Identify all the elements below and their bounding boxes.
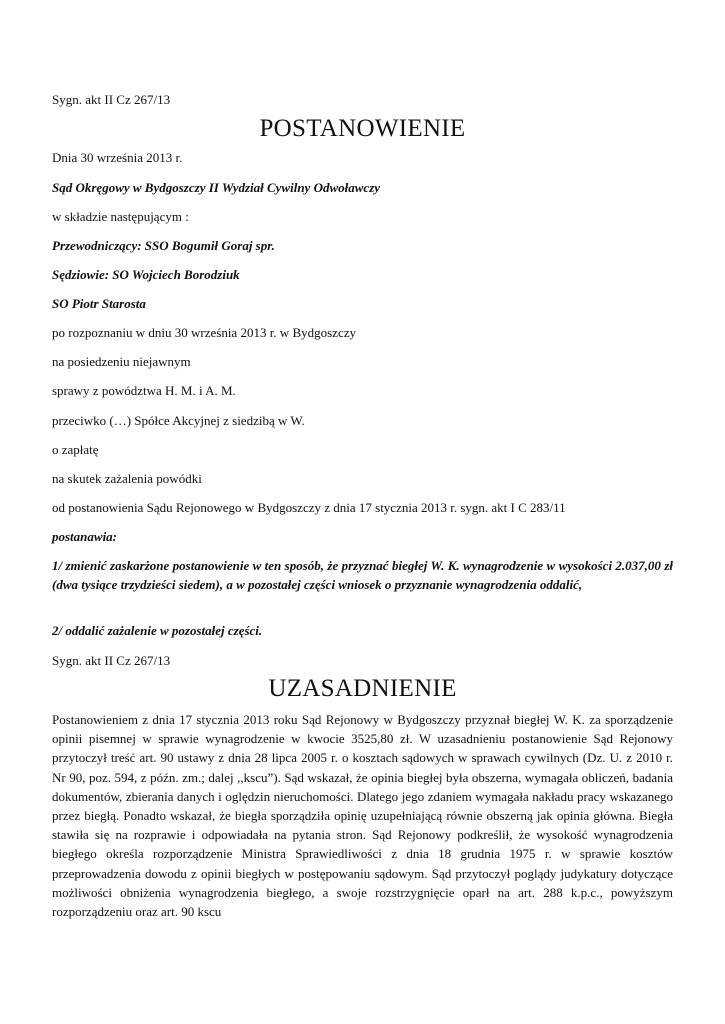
appealed-ruling: od postanowienia Sądu Rejonowego w Bydgoszczy z dnia 17 stycznia 2013 r. sygn. akt I C 283/11 bbox=[52, 500, 566, 515]
hearing-info: po rozpoznaniu w dniu 30 września 2013 r. w Bydgoszczy bbox=[52, 325, 356, 340]
case-subject: o zapłatę bbox=[52, 442, 99, 457]
complaint-basis: na skutek zażalenia powódki bbox=[52, 471, 202, 486]
decision-point-1: 1/ zmienić zaskarżone postanowienie w ten sposób, że przyznać biegłej W. K. wynagrodzenie w wysokości 2.037,00 zł (dwa tysiące trzydzieści siedem), a w pozostałej części wniosek o przyznanie wynagrodzenia oddalić, bbox=[52, 558, 673, 592]
case-signature-bottom: Sygn. akt II Cz 267/13 bbox=[52, 653, 171, 668]
decision-label: postanawia: bbox=[52, 529, 118, 544]
document-title: POSTANOWIENIE bbox=[259, 115, 466, 142]
case-signature-top: Sygn. akt II Cz 267/13 bbox=[52, 92, 171, 107]
presiding-judge: Przewodniczący: SSO Bogumił Goraj spr. bbox=[52, 238, 275, 253]
ruling-date: Dnia 30 września 2013 r. bbox=[52, 150, 183, 165]
composition-intro: w składzie następującym : bbox=[52, 209, 189, 224]
judges-line: Sędziowie: SO Wojciech Borodziuk bbox=[52, 267, 240, 282]
defendant: przeciwko (…) Spółce Akcyjnej z siedzibą w W. bbox=[52, 413, 305, 428]
case-parties: sprawy z powództwa H. M. i A. M. bbox=[52, 383, 236, 398]
session-type: na posiedzeniu niejawnym bbox=[52, 354, 191, 369]
second-judge: SO Piotr Starosta bbox=[52, 296, 146, 311]
document-page bbox=[52, 0, 673, 1024]
court-name: Sąd Okręgowy w Bydgoszczy II Wydział Cywilny Odwoławczy bbox=[52, 180, 381, 195]
justification-title: UZASADNIENIE bbox=[268, 675, 457, 702]
justification-body: Postanowieniem z dnia 17 stycznia 2013 roku Sąd Rejonowy w Bydgoszczy przyznał biegłej W. K. za sporządzenie opinii pisemnej w sprawie wynagrodzenie w kwocie 3525,80 zł. W uzasadnieniu postanowienie Sąd Rejonowy przytoczył treść art. 90 ustawy z dnia 28 lipca 2005 r. o kosztach sądowych w sprawach cywilnych (Dz. U. z 2010 r. Nr 90, poz. 594, z późn. zm.; dalej ,,kscu”). Sąd wskazał, że opinia biegłej była obszerna, wymagała obliczeń, badania dokumentów, zbierania danych i oględzin nieruchomości. Dlatego jego zdaniem wymagała nakładu pracy wskazanego przez biegłą. Ponadto wskazał, że biegła sporządziła opinię uzupełniającą równie obszerną jak opinia główna. Biegła stawiła się na rozprawie i odpowiadała na pytania stron. Sąd Rejonowy podkreślił, że wysokość wynagrodzenia biegłego określa rozporządzenie Ministra Sprawiedliwości z dnia 18 grudnia 1975 r. w sprawie kosztów przeprowadzenia dowodu z opinii biegłych w postępowaniu sądowym. Sąd przytoczył poglądy judykatury dotyczące możliwości obniżenia wynagrodzenia biegłego, a swoje rozstrzygnięcie oparł na art. 288 k.p.c., powyższym rozporządzeniu oraz art. 90 kscu bbox=[52, 712, 673, 920]
decision-point-2: 2/ oddalić zażalenie w pozostałej części. bbox=[52, 623, 263, 638]
